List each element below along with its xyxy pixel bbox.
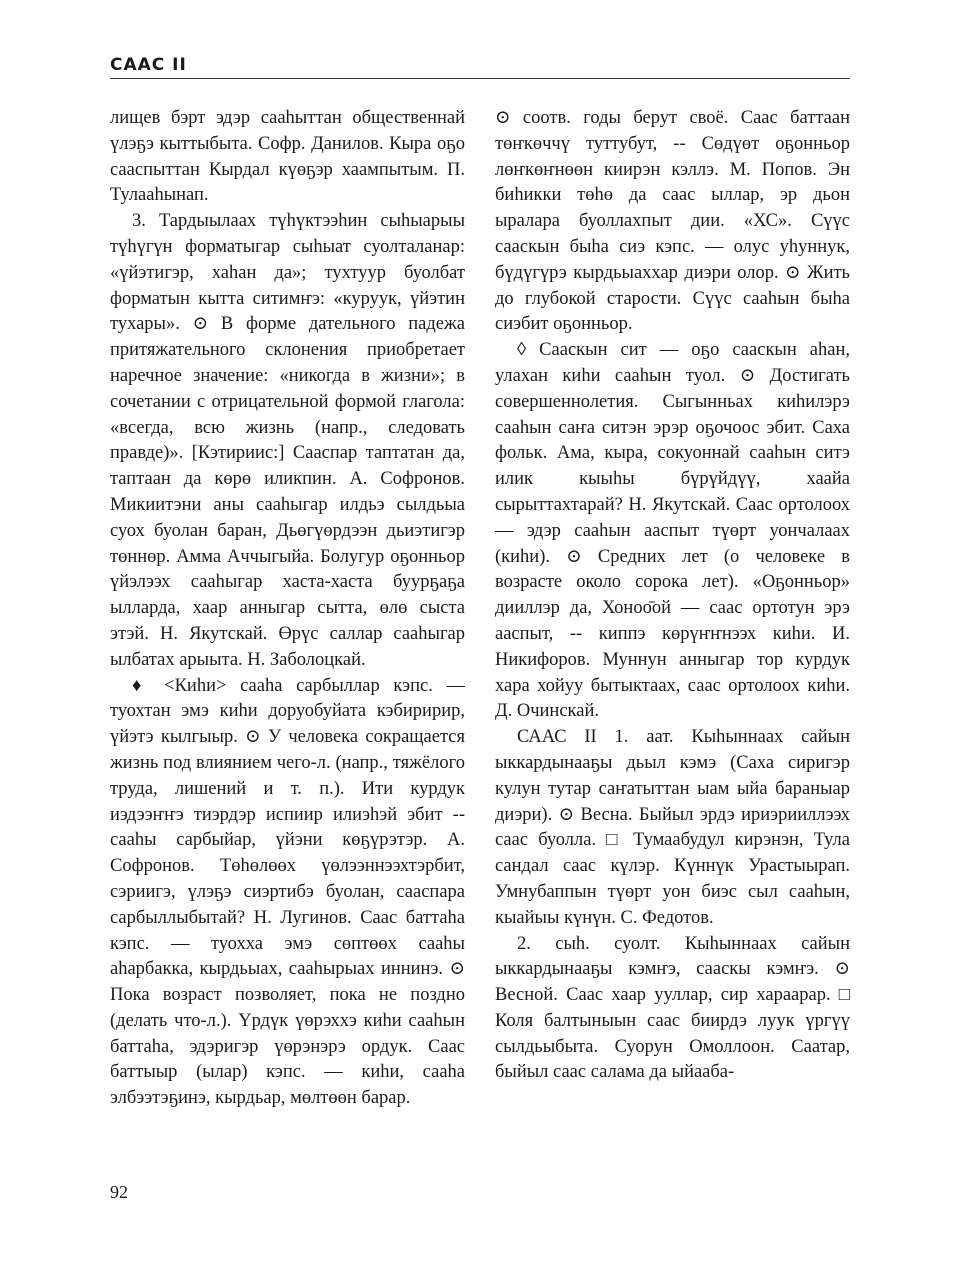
paragraph: 2. сыһ. суолт. Кыһыннаах сайын ыккардынааҕы кэмҥэ, сааскы кэмҥэ. ⊙ Весной. Саас хаар ууллар, сир хараарар. □ Коля балтыныын саас биирдэ луук үргүү сылдьыбыта. Суорун Омоллоон. Саатар, быйыл саас салама да ыйааба-	[495, 933, 850, 1083]
running-head: СААС II	[110, 55, 187, 75]
header-rule	[110, 78, 850, 79]
left-column	[110, 106, 465, 1176]
paragraph: лищев бэрт эдэр сааһыттан общественнай үлэҕэ кыттыбыта. Софр. Данилов. Кыра оҕо сааспыттан Кырдал күөҕэр хаампытым. П. Тулааһынап.	[110, 108, 465, 206]
paragraph: СААС II 1. аат. Кыһыннаах сайын ыккардынааҕы дьыл кэмэ (Саха сиригэр кулун тутар саҥатыттан ыам ыйа бараныар диэри). ⊙ Весна. Быйыл эрдэ ириэрииллээх саас буолла. □ Тумаабудул кирэнэн, Тула сандал саас күлэр. Күннүк Урастыырап. Умнубаппын түөрт уон биэс сыл сааһын, кыайыы күнүн. С. Федотов.	[495, 727, 850, 928]
paragraph: ⊙ соотв. годы берут своё. Саас баттаан төҥкөччү туттубут, -- Сөдүөт оҕонньор лөҥкөҥнөөн киирэн кэллэ. М. Попов. Эн биһикки төһө да саас ыллар, эр дьон ыралара буоллахпыт дии. «ХС». Сүүс сааскын быһа сиэ кэпс. — олус уһуннук, бүдүгүрэ кырдьыаххар диэри олор. ⊙ Жить до глубокой старости. Сүүс сааһын быһа сиэбит оҕонньор.	[495, 108, 850, 335]
right-column	[495, 106, 850, 1176]
page-number: 92	[110, 1182, 128, 1202]
paragraph: 3. Тардыылаах түһүктээһин сыһыарыы түһүгүн форматыгар сыһыат суолталанар: «үйэтигэр, хаһан да»; тухтуур буолбат форматын кытта ситимҥэ: «куруук, үйэтин тухары». ⊙ В форме дательного падежа притяжательного склонения приобретает наречное значение: «никогда в жизни»; в сочетании с отрицательной формой глагола: «всегда, всю жизнь (напр., следовать правде)». [Кэтирииc:] Сааспар таптатан да, таптаан да көрө иликпин. А. Софронов. Микиитэни аны сааһыгар илдьэ сылдьыа суох буолан баран, Дьөгүөрдээн дьиэтигэр төннөр. Амма Аччыгыйа. Болугур оҕонньор үйэлээх сааһыгар хаста-хаста буурҕаҕа ылларда, хаар анныгар сытта, өлө сыста этэй. Н. Якутскай. Өрүс саллар сааһыгар ылбатах арыыта. Н. Заболоцкай.	[110, 211, 465, 670]
paragraph: ♦ <Киһи> сааһа сарбыллар кэпс. — туохтан эмэ киһи доруобуйата кэбиририр, үйэтэ кылгыыр. ⊙ У человека сокращается жизнь под влиянием чего-л. (напр., тяжёлого труда, лишений и т. п.). Ити курдук иэдээҥҥэ тиэрдэр испиир илиэһэй эбит -- сааһы сарбыйар, үйэни көҕүрэтэр. А. Софронов. Төһөлөөх үөлээннээхтэрбит, сэриигэ, үлэҕэ сиэртибэ буолан, сааспара сарбыллыбытай? Н. Лугинов. Саас баттаһа кэпс. — туохха эмэ сөптөөх сааһы аһарбакка, кырдьыах, сааһырыах иннинэ. ⊙ Пока возраст позволяет, пока не поздно (делать что-л.). Үрдүк үөрэххэ киһи сааһын баттаһа, эдэригэр үөрэнэрэ ордук. Саас баттыыр (ылар) кэпс. — киһи, сааһа элбээтэҕинэ, кырдьар, мөлтөөн барар.	[110, 675, 465, 1109]
paragraph: ◊ Сааскын сит — оҕо сааскын аһан, улахан киһи сааһын туол. ⊙ Достигать совершеннолетия. Сыгынньах киһилэрэ сааһын саҥа ситэн эрэр оҕочоос эбит. Саха фольк. Ама, кыра, сокуоннай сааһын ситэ илик кыыһы бүрүйдүү, хаайа сырыттахтарай? Н. Якутскай. Саас ортолоох — эдэр сааһын ааспыт түөрт уончалаах (киһи). ⊙ Средних лет (о человеке в возрасте около сорока лет). «Оҕонньор» дииллэр да, Хоноо̄ой — саас ортотун эрэ ааспыт, -- киппэ көрүҥҥнээх киһи. И. Никифоров. Муннун анныгар тор курдук хара хойуу бытыктаах, саас ортолоох киһи. Д. Очинскай.	[495, 340, 850, 722]
